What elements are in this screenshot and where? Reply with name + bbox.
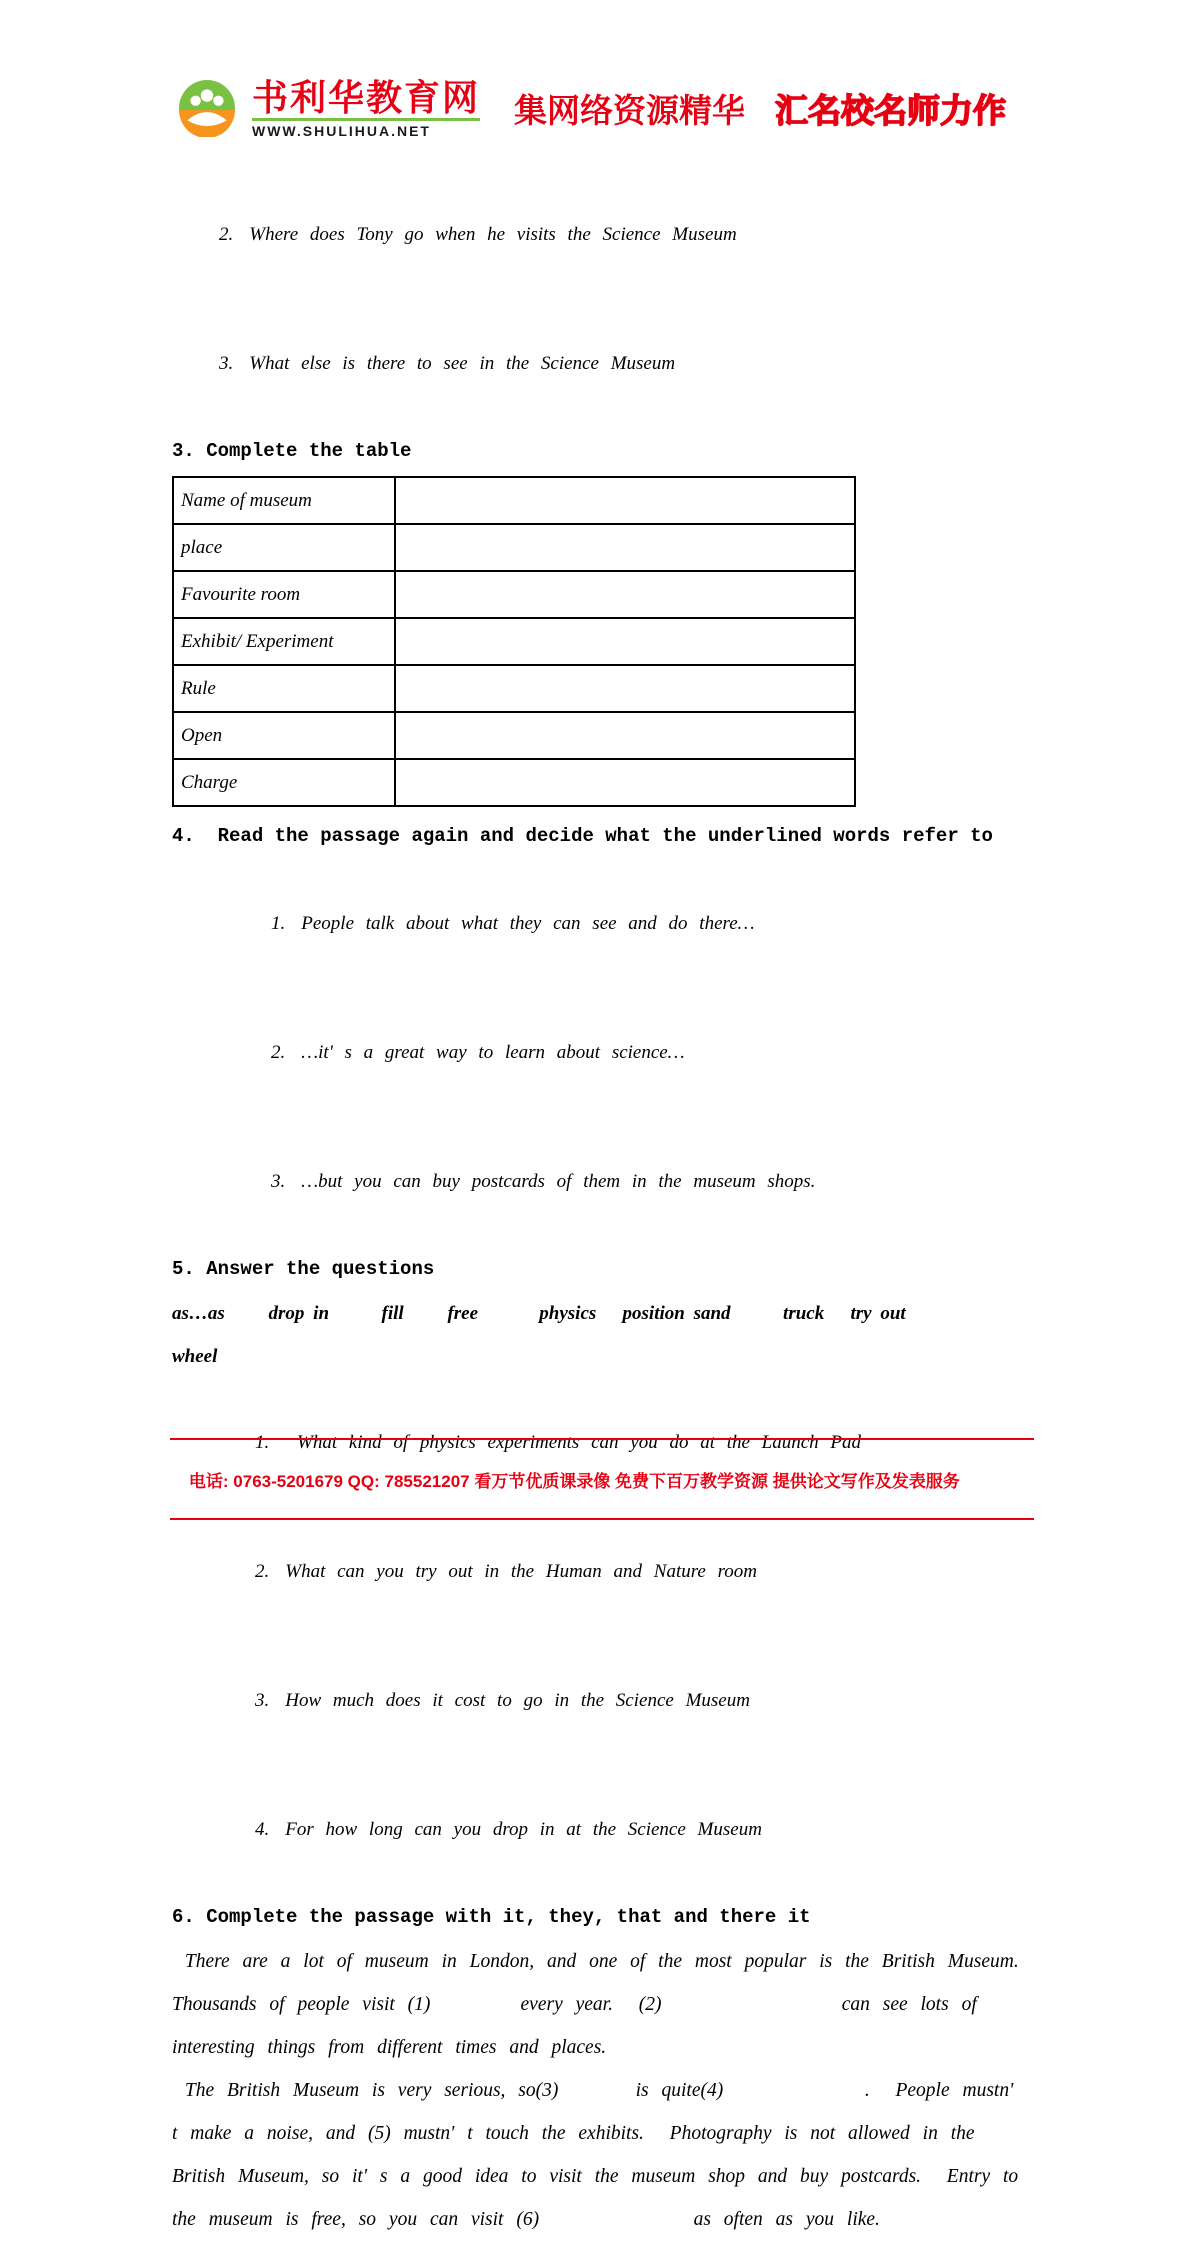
logo-text-block <box>252 78 480 139</box>
table-row-label: Rule <box>173 665 395 712</box>
table-row <box>173 477 855 524</box>
item-text: …but you can buy postcards of them in the museum shops. <box>301 1171 816 1192</box>
table-row-label: Open <box>173 712 395 759</box>
answer-item <box>208 1507 1030 1636</box>
table-row-value <box>395 665 855 712</box>
table-row <box>173 618 855 665</box>
table-row-value <box>395 571 855 618</box>
question-number: 2. <box>219 224 234 245</box>
footer-banner <box>170 1438 1034 1520</box>
item-text: How much does it cost to go in the Science Museum <box>285 1690 750 1711</box>
word-bank-line: wheel <box>172 1346 218 1367</box>
shulihua-logo-icon <box>178 79 236 137</box>
refer-item <box>224 988 1030 1117</box>
item-text: People talk about what they can see and do there… <box>301 913 755 934</box>
answer-item <box>208 1636 1030 1765</box>
table-row-label: Favourite room <box>173 571 395 618</box>
site-url: WWW.SHULIHUA.NET <box>252 118 480 139</box>
question-number: 3. <box>219 353 234 374</box>
table-row-value <box>395 759 855 806</box>
table-row-label: Exhibit/ Experiment <box>173 618 395 665</box>
reading-question <box>172 299 1030 428</box>
item-text: For how long can you drop in at the Science Museum <box>285 1819 762 1840</box>
answer-item <box>208 1765 1030 1894</box>
item-number: 1. <box>271 913 286 934</box>
section-title-answer: 5. Answer the questions <box>172 1258 435 1280</box>
site-header <box>178 72 1030 144</box>
table-row-label: Charge <box>173 759 395 806</box>
item-number: 1. <box>255 1432 270 1453</box>
refer-item <box>224 1117 1030 1246</box>
cloze-paragraph: There are a lot of museum in London, and one of the most popular is the British Museum. Thousands of people visit (1) every year. (2) can see lots of interesting things from different times and places. <box>172 1951 1045 2058</box>
reading-question <box>172 170 1030 299</box>
section-title-cloze: 6. Complete the passage with it, they, that and there it <box>172 1906 811 1928</box>
table-row-value <box>395 477 855 524</box>
table-row-label: Name of museum <box>173 477 395 524</box>
item-number: 3. <box>271 1171 286 1192</box>
table-row-value <box>395 618 855 665</box>
table-row <box>173 759 855 806</box>
item-text: What can you try out in the Human and Nature room <box>285 1561 758 1582</box>
table-row-value <box>395 712 855 759</box>
question-text: What else is there to see in the Science Museum <box>249 353 676 374</box>
header-slogan-2: 汇名校名师力作 <box>775 91 1007 129</box>
site-name: 书利华教育网 <box>252 76 481 118</box>
question-text: Where does Tony go when he visits the Science Museum <box>249 224 737 245</box>
item-number: 2. <box>255 1561 270 1582</box>
section-title-complete-table: 3. Complete the table <box>172 440 412 462</box>
cloze-paragraph: The British Museum is very serious, so(3) is quite(4) . People mustn' t make a noise, and (5) mustn' t touch the exhibits. Photography is not allowed in the British Museum, so it' s a good idea to visit the museum shop and buy postcards. Entry to the museum is free, so you can visit (6) as often as you like. <box>172 2080 1032 2230</box>
table-row <box>173 524 855 571</box>
section-title-refer: 4. Read the passage again and decide what the underlined words refer to <box>172 825 993 847</box>
complete-the-table <box>172 476 856 807</box>
item-number: 2. <box>271 1042 286 1063</box>
table-row <box>173 712 855 759</box>
table-row-value <box>395 524 855 571</box>
item-number: 4. <box>255 1819 270 1840</box>
table-row-label: place <box>173 524 395 571</box>
refer-item <box>224 859 1030 988</box>
word-bank-line: as…as drop in fill free physics position sand truck try out <box>172 1303 906 1324</box>
item-number: 3. <box>255 1690 270 1711</box>
header-slogan-1: 集网络资源精华 <box>514 91 746 129</box>
table-row <box>173 665 855 712</box>
item-text: …it' s a great way to learn about science… <box>301 1042 685 1063</box>
footer-contact-text: 电话: 0763-5201679 QQ: 785521207 看万节优质课录像 免费下百万教学资源 提供论文写作及发表服务 <box>188 1472 960 1491</box>
table-row <box>173 571 855 618</box>
item-text: What kind of physics experiments can you do at the Launch Pad <box>285 1432 862 1453</box>
